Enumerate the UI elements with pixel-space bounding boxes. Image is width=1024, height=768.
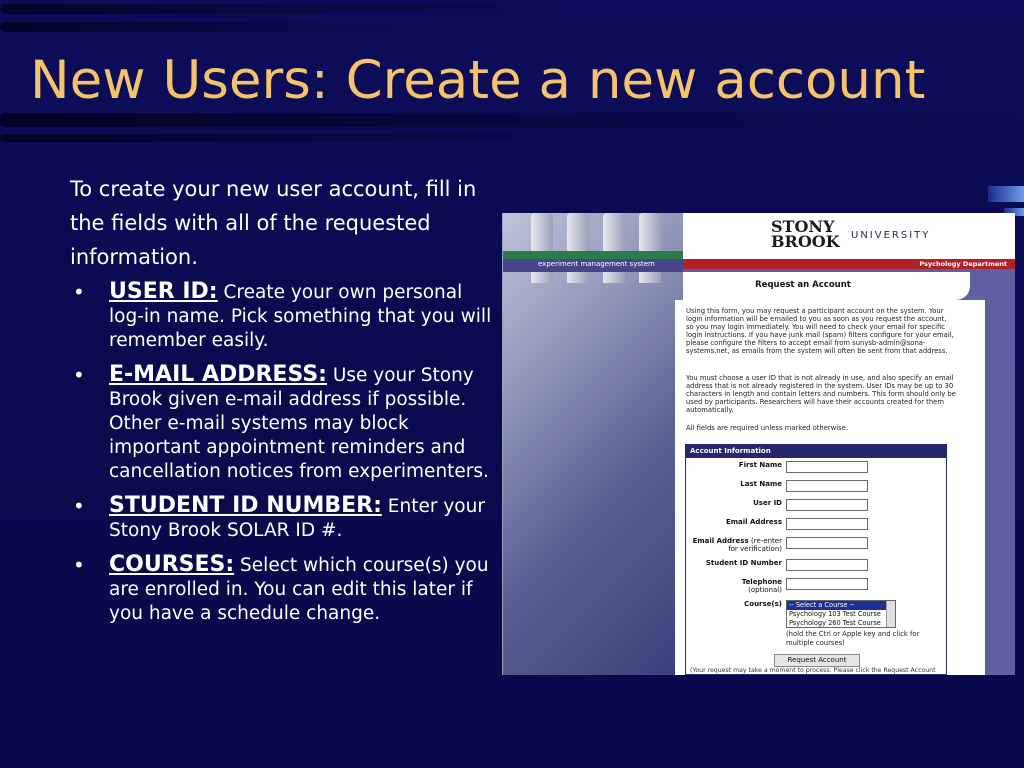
- required-note: All fields are required unless marked otherwise.: [686, 424, 849, 432]
- request-form-panel: [675, 300, 985, 675]
- bullet-heading: USER ID:: [109, 279, 218, 304]
- email-confirm-input[interactable]: [786, 537, 868, 549]
- background-streak: [0, 4, 560, 14]
- bullet-glyph: •: [73, 280, 85, 304]
- bullet-user-id: [70, 280, 500, 353]
- bullet-text: Enter your Stony Brook SOLAR ID #.: [109, 496, 485, 541]
- first-name-input[interactable]: [786, 461, 868, 473]
- stony-brook-logo: STONY BROOK: [771, 217, 840, 251]
- courses-label: Course(s): [744, 600, 782, 608]
- course-option[interactable]: Psychology 260 Test Course: [789, 619, 881, 627]
- first-name-label: First Name: [738, 461, 782, 469]
- bullet-text: Create your own personal log-in name. Pick something that you will remember easily.: [109, 282, 492, 351]
- rules-paragraph: You must choose a user ID that is not already in use, and also specify an email address that is not already registered in the system. User IDs may be up to 30 characters in length and contain letters and numbers. This form should only be used by participants. Researchers will have their accounts created for them automatically.: [686, 374, 956, 414]
- telephone-label: Telephone (optional): [741, 578, 782, 594]
- user-id-label: User ID: [753, 499, 782, 507]
- request-account-button[interactable]: Request Account: [774, 654, 860, 667]
- courses-hint: (hold the Ctrl or Apple key and click for multiple courses): [786, 630, 920, 647]
- background-streak: [0, 113, 1024, 127]
- user-id-input[interactable]: [786, 499, 868, 511]
- student-id-input[interactable]: [786, 559, 868, 571]
- bullet-text: Select which course(s) you are enrolled in. You can edit this later if you have a schedule change.: [109, 555, 489, 624]
- instruction-list: [70, 280, 500, 636]
- bullet-glyph: •: [73, 494, 85, 518]
- slide-title: New Users: Create a new account: [30, 50, 926, 111]
- intro-text: To create your new user account, fill in the fields with all of the requested information.: [70, 177, 477, 269]
- bullet-heading: COURSES:: [109, 552, 235, 577]
- department-label: Psychology Department: [919, 260, 1007, 268]
- courses-select[interactable]: [786, 600, 896, 628]
- footer-note: (Your request may take a moment to process. Please click the Request Account: [690, 667, 936, 674]
- intro-paragraph: Using this form, you may request a participant account on the system. Your login information will be emailed to you as soon as you request the account, so you may login immediately. You will need to check your email for specific login instructions. If you have junk mail (spam) filters configure for your email, please configure the filters to accept email from sunysb-admin@sona-systems.net, as emails from the system will often be sent from that address.: [686, 307, 954, 355]
- course-option[interactable]: Psychology 103 Test Course: [789, 610, 881, 618]
- course-option[interactable]: -- Select a Course --: [787, 601, 895, 610]
- ems-label: experiment management system: [538, 260, 655, 268]
- bullet-glyph: •: [73, 553, 85, 577]
- telephone-input[interactable]: [786, 578, 868, 590]
- email-input[interactable]: [786, 518, 868, 530]
- background-streak: [0, 134, 700, 142]
- bullet-heading: E-MAIL ADDRESS:: [109, 362, 327, 387]
- bullet-student-id: [70, 494, 500, 543]
- email-label: Email Address: [725, 518, 782, 526]
- background-streak: [0, 22, 420, 32]
- university-label: UNIVERSITY: [851, 230, 931, 241]
- bullet-text: Use your Stony Brook given e-mail address if possible. Other e-mail systems may block important appointment reminders and cancellation notices from experimenters.: [109, 365, 489, 482]
- account-info-header: Account Information: [686, 445, 946, 458]
- email-confirm-label: Email Address (re-enter for verification): [692, 537, 782, 553]
- last-name-label: Last Name: [740, 480, 782, 488]
- last-name-input[interactable]: [786, 480, 868, 492]
- page-title: Request an Account: [755, 280, 851, 290]
- columns-banner-image: [503, 213, 683, 675]
- banner-green-stripe: [503, 251, 683, 259]
- bullet-courses: [70, 553, 500, 626]
- account-info-box: [685, 444, 947, 675]
- student-id-label: Student ID Number: [705, 559, 782, 567]
- embedded-screenshot: [503, 213, 1015, 675]
- bullet-email: [70, 363, 500, 484]
- bullet-glyph: •: [73, 363, 85, 387]
- corner-accent: [988, 186, 1024, 202]
- bullet-heading: STUDENT ID NUMBER:: [109, 493, 382, 518]
- select-scrollbar[interactable]: [886, 601, 895, 627]
